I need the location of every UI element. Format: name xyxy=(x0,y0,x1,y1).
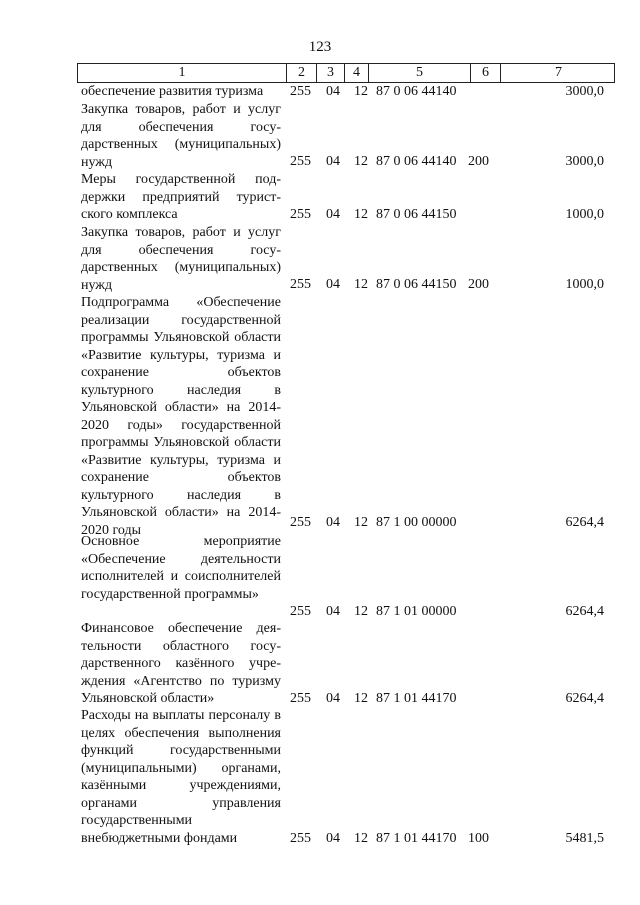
row-description: Меры государственной поддержки предприятий туристского комплекса xyxy=(81,172,281,222)
row-col-4: 12 xyxy=(354,207,368,222)
row-col-5: 87 1 01 00000 xyxy=(376,604,457,619)
row-col-3: 04 xyxy=(326,831,340,846)
row-col-3: 04 xyxy=(326,277,340,292)
row-col-2: 255 xyxy=(290,154,311,169)
row-col-4: 12 xyxy=(354,277,368,292)
row-col-4: 12 xyxy=(354,154,368,169)
table-header xyxy=(77,63,615,83)
row-col-4: 12 xyxy=(354,691,368,706)
row-col-4: 12 xyxy=(354,84,368,99)
row-col-2: 255 xyxy=(290,277,311,292)
row-col-2: 255 xyxy=(290,604,311,619)
row-col-5: 87 1 00 00000 xyxy=(376,515,457,530)
row-col-2: 255 xyxy=(290,831,311,846)
row-col-3: 04 xyxy=(326,691,340,706)
row-col-2: 255 xyxy=(290,207,311,222)
row-col-5: 87 0 06 44140 xyxy=(376,84,457,99)
row-description: Расходы на выплаты персоналу в целях обеспечения выполнения функций государственными (муниципальными) органами, казёнными учреждениями, органами управления государственными внебюджетными фондами xyxy=(81,708,281,846)
row-col-7: 3000,0 xyxy=(565,84,604,99)
row-col-3: 04 xyxy=(326,515,340,530)
row-col-7: 1000,0 xyxy=(565,207,604,222)
row-col-6: 200 xyxy=(468,154,489,169)
row-col-2: 255 xyxy=(290,691,311,706)
header-col-1: 1 xyxy=(178,65,186,80)
header-col-4: 4 xyxy=(344,64,368,82)
header-col-5: 5 xyxy=(368,64,470,82)
row-description: Закупка товаров, работ и услуг для обеспечения государственных (муниципальных) нужд xyxy=(81,225,281,293)
row-col-4: 12 xyxy=(354,604,368,619)
row-col-4: 12 xyxy=(354,515,368,530)
row-col-5: 87 1 01 44170 xyxy=(376,691,457,706)
row-col-7: 3000,0 xyxy=(565,154,604,169)
row-col-3: 04 xyxy=(326,207,340,222)
row-description: обеспечение развития туризма xyxy=(81,84,264,99)
header-col-7: 7 xyxy=(500,64,616,82)
header-col-6: 6 xyxy=(470,64,500,82)
row-col-3: 04 xyxy=(326,604,340,619)
row-col-6: 100 xyxy=(468,831,489,846)
row-col-7: 1000,0 xyxy=(565,277,604,292)
row-description: Подпрограмма «Обеспечение реализации государственной программы Ульяновской области «Развитие культуры, туризма и сохранение объектов культурного наследия в Ульяновской области» на 2014-2020 годы» государственной программы Ульяновской области «Развитие культуры, туризма и сохранение объектов культурного наследия в Ульяновской области» на 2014-2020 годы xyxy=(81,295,281,538)
row-col-7: 6264,4 xyxy=(565,604,604,619)
row-col-5: 87 0 06 44150 xyxy=(376,207,457,222)
row-col-7: 6264,4 xyxy=(565,691,604,706)
row-col-5: 87 0 06 44140 xyxy=(376,154,457,169)
row-description: Основное мероприятие «Обеспечение деятельности исполнителей и соисполнителей государственной программы» xyxy=(81,534,281,602)
row-col-7: 6264,4 xyxy=(565,515,604,530)
row-col-5: 87 0 06 44150 xyxy=(376,277,457,292)
row-col-2: 255 xyxy=(290,515,311,530)
header-col-3: 3 xyxy=(316,64,344,82)
row-description: Закупка товаров, работ и услуг для обеспечения государственных (муниципальных) нужд xyxy=(81,102,281,170)
row-col-4: 12 xyxy=(354,831,368,846)
row-description: Финансовое обеспечение деятельности областного государственного казённого учреждения «Агентство по туризму Ульяновской области» xyxy=(81,621,281,706)
row-col-7: 5481,5 xyxy=(565,831,604,846)
row-col-5: 87 1 01 44170 xyxy=(376,831,457,846)
page-number: 123 xyxy=(308,39,332,55)
row-col-3: 04 xyxy=(326,84,340,99)
header-col-2: 2 xyxy=(286,64,316,82)
row-col-6: 200 xyxy=(468,277,489,292)
row-col-3: 04 xyxy=(326,154,340,169)
row-col-2: 255 xyxy=(290,84,311,99)
